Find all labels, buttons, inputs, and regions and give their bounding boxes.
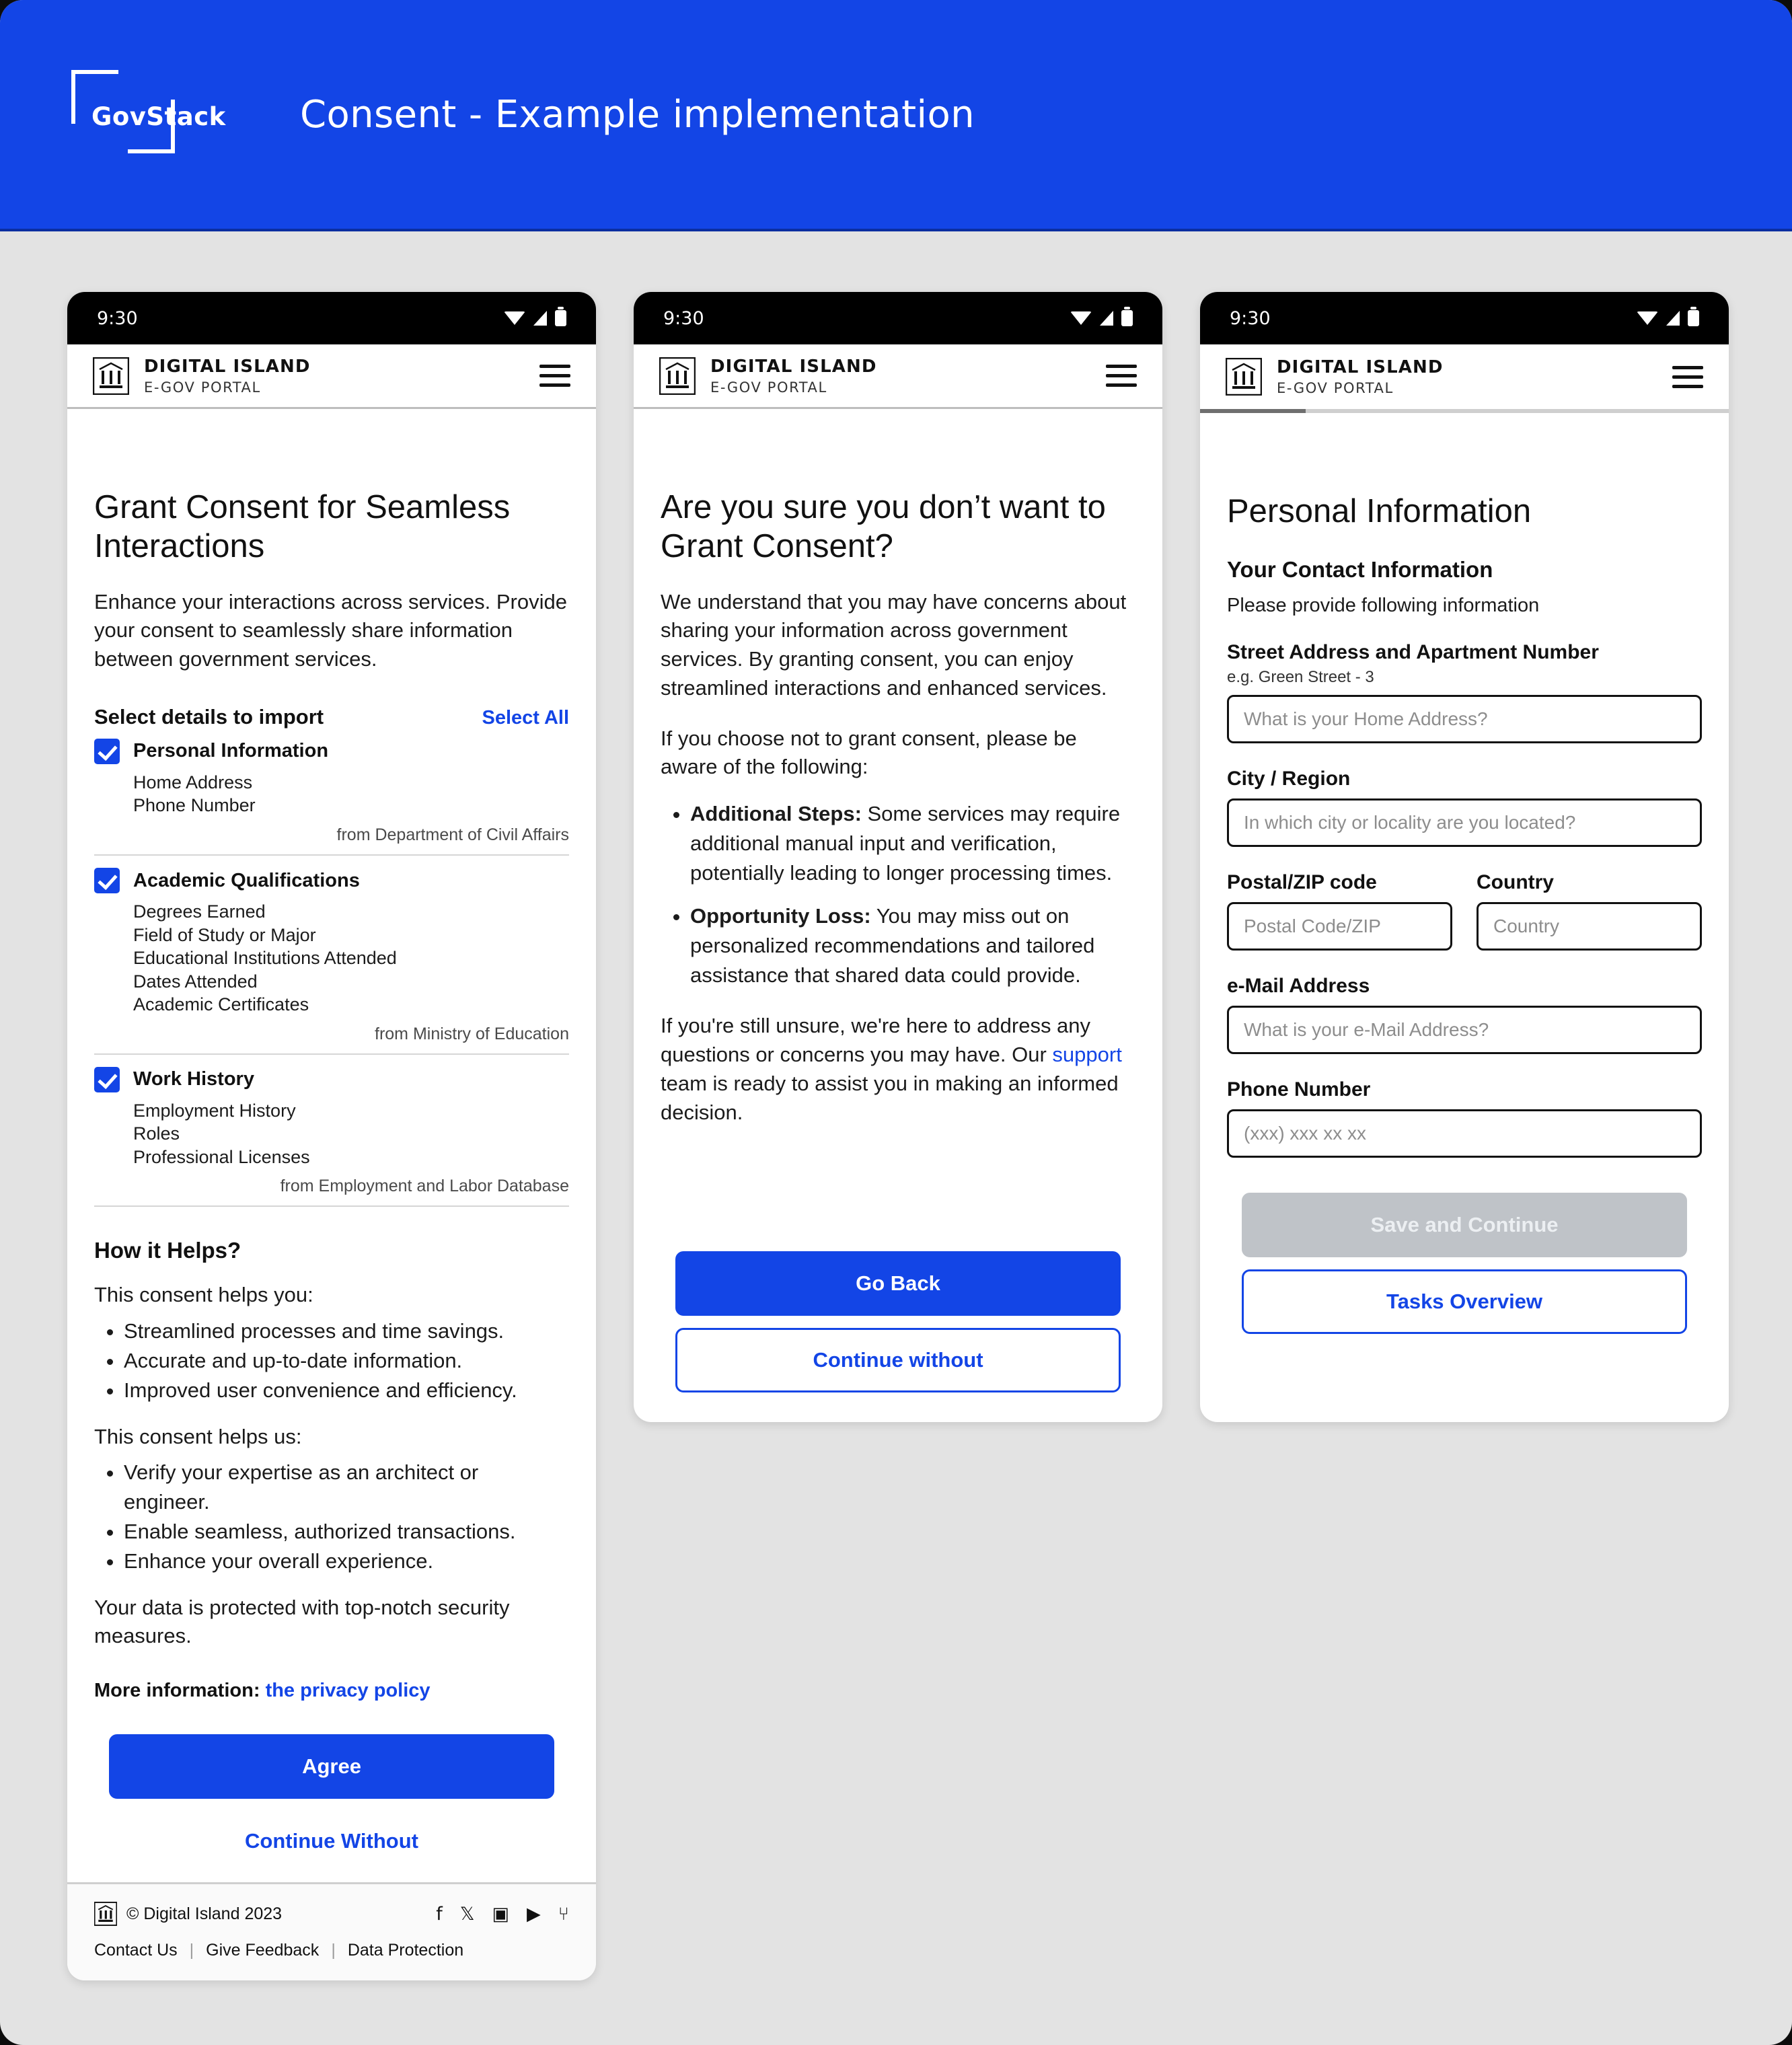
wifi-icon: [1070, 311, 1092, 325]
confirm-para-1: We understand that you may have concerns about sharing your information across government services. By granting consent, you can enjoy streamlined interactions and enhanced services.: [661, 589, 1127, 700]
confirm-para-3-before: If you're still unsure, we're here to address any questions or concerns you may have. Our: [661, 1014, 1091, 1067]
city-region-input[interactable]: [1227, 798, 1702, 847]
list-item: [690, 799, 1135, 888]
crest-icon: [1226, 358, 1262, 396]
list-item: Professional Licenses: [133, 1146, 310, 1167]
helps-us-list: [124, 1458, 569, 1576]
brand-subtitle: E-GOV PORTAL: [144, 379, 261, 396]
confirm-para-3: [661, 1012, 1135, 1127]
form-title: Personal Information: [1227, 493, 1532, 529]
bullet-text: You may miss out on personalized recommendations and tailored assistance that shared data could provide.: [690, 904, 1095, 988]
wifi-icon: [504, 311, 525, 325]
form-content: [1200, 413, 1729, 1422]
country-input[interactable]: [1477, 902, 1702, 951]
phone-screen-confirm: [634, 292, 1162, 1422]
crest-icon: [659, 357, 696, 395]
page-title: Consent - Example implementation: [300, 92, 975, 137]
list-item: • Enable seamless, authorized transactions.: [124, 1517, 569, 1547]
checkbox-personal-information[interactable]: [94, 739, 120, 764]
phone-input[interactable]: [1227, 1109, 1702, 1158]
support-link[interactable]: support: [1052, 1043, 1122, 1067]
brand-name: DIGITAL ISLAND: [710, 356, 877, 377]
crest-icon: [94, 1902, 117, 1926]
list-item: Home Address: [133, 772, 253, 792]
confirm-para-2: If you choose not to grant consent, please be aware of the following:: [661, 726, 1077, 779]
signal-icon: [1666, 311, 1680, 326]
consent-group: [94, 856, 569, 1055]
copyright-text: © Digital Island 2023: [126, 1904, 283, 1923]
status-time: 9:30: [663, 307, 704, 329]
list-item: Field of Study or Major: [133, 924, 316, 945]
helps-you-list: [124, 1316, 569, 1405]
email-input[interactable]: [1227, 1006, 1702, 1054]
list-item: [690, 901, 1135, 990]
more-information-label: More information:: [94, 1680, 260, 1702]
continue-without-button[interactable]: Continue Without: [109, 1811, 554, 1871]
country-label: Country: [1477, 870, 1554, 893]
group-source: from Department of Civil Affairs: [336, 825, 569, 845]
bullet-text: Some services may require additional manual input and verification, potentially leading to longer processing times.: [690, 802, 1121, 885]
list-item: Educational Institutions Attended: [133, 948, 397, 969]
brand-name: DIGITAL ISLAND: [144, 356, 311, 377]
govstack-logo: [67, 61, 256, 168]
tasks-overview-button[interactable]: Tasks Overview: [1242, 1269, 1687, 1334]
status-bar: [67, 292, 596, 344]
signal-icon: [1100, 311, 1113, 326]
checkbox-academic-qualifications[interactable]: [94, 868, 120, 893]
consent-group: [94, 729, 569, 856]
divider: |: [189, 1941, 194, 1960]
select-details-label: Select details to import: [94, 704, 324, 729]
group-title: Personal Information: [133, 740, 329, 762]
battery-icon: [1688, 310, 1699, 326]
app-header: [634, 344, 1162, 409]
confirm-title: Are you sure you don’t want to Grant Consent?: [661, 489, 1106, 564]
go-back-button[interactable]: Go Back: [675, 1251, 1121, 1316]
facebook-icon[interactable]: f: [436, 1903, 443, 1925]
privacy-policy-link[interactable]: the privacy policy: [265, 1680, 431, 1702]
status-time: 9:30: [1230, 307, 1271, 329]
github-icon[interactable]: ⑂: [558, 1903, 569, 1925]
list-item: Dates Attended: [133, 971, 258, 992]
group-items: [133, 900, 569, 1016]
helps-you-lead: This consent helps you:: [94, 1283, 313, 1307]
list-item: • Verify your expertise as an architect or engineer.: [124, 1458, 569, 1517]
checkbox-work-history[interactable]: [94, 1067, 120, 1092]
group-items: [133, 1099, 569, 1169]
bullet-lead: Opportunity Loss:: [690, 904, 871, 928]
menu-icon[interactable]: [539, 365, 570, 387]
street-address-hint: e.g. Green Street - 3: [1227, 667, 1374, 686]
form-section-note: Please provide following information: [1227, 594, 1540, 616]
bullet-lead: Additional Steps:: [690, 802, 862, 826]
phone-mockups: [67, 292, 1729, 1980]
x-icon[interactable]: 𝕏: [459, 1903, 475, 1925]
helps-us-lead: This consent helps us:: [94, 1424, 302, 1448]
govstack-logo-text: GovStack: [91, 102, 226, 131]
list-item: • Improved user convenience and efficiency.: [124, 1376, 569, 1405]
battery-icon: [555, 310, 566, 326]
group-source: from Employment and Labor Database: [280, 1177, 569, 1196]
give-feedback-link[interactable]: Give Feedback: [206, 1941, 320, 1960]
battery-icon: [1121, 310, 1133, 326]
street-address-input[interactable]: [1227, 695, 1702, 743]
list-item: Employment History: [133, 1100, 296, 1121]
social-links: [436, 1904, 569, 1925]
select-all-link[interactable]: Select All: [482, 706, 569, 729]
youtube-icon[interactable]: ▶: [527, 1903, 541, 1925]
more-information: [94, 1680, 569, 1702]
consent-title: Grant Consent for Seamless Interactions: [94, 489, 511, 564]
data-protection-link[interactable]: Data Protection: [347, 1941, 464, 1960]
email-label: e-Mail Address: [1227, 974, 1370, 997]
confirm-para-3-after: team is ready to assist you in making an informed decision.: [661, 1071, 1119, 1124]
status-time: 9:30: [97, 307, 138, 329]
select-details-row: [94, 705, 569, 729]
brand-name: DIGITAL ISLAND: [1277, 357, 1444, 377]
group-source: from Ministry of Education: [375, 1024, 569, 1043]
signal-icon: [533, 311, 547, 326]
divider: |: [331, 1941, 336, 1960]
app-header: [1200, 344, 1729, 409]
consent-lede: Enhance your interactions across services. Provide your consent to seamlessly share information between government services.: [94, 589, 567, 671]
city-region-label: City / Region: [1227, 767, 1351, 790]
status-bar: [634, 292, 1162, 344]
menu-icon[interactable]: [1106, 365, 1137, 387]
list-item: • Accurate and up-to-date information.: [124, 1346, 569, 1376]
page-banner: [0, 0, 1792, 231]
contact-us-link[interactable]: Contact Us: [94, 1941, 178, 1960]
phone-screen-personal-information: [1200, 292, 1729, 1422]
brand-subtitle: E-GOV PORTAL: [710, 379, 827, 396]
status-bar: [1200, 292, 1729, 344]
list-item: Degrees Earned: [133, 901, 266, 922]
consent-group: [94, 1055, 569, 1207]
crest-icon: [93, 357, 129, 395]
phone-label: Phone Number: [1227, 1078, 1371, 1101]
postal-code-input[interactable]: [1227, 902, 1452, 951]
instagram-icon[interactable]: ▣: [492, 1903, 510, 1925]
wifi-icon: [1637, 311, 1658, 325]
list-item: • Streamlined processes and time savings.: [124, 1316, 569, 1346]
consent-content: [67, 409, 596, 1882]
security-note: Your data is protected with top-notch security measures.: [94, 1595, 510, 1647]
postal-code-label: Postal/ZIP code: [1227, 870, 1377, 893]
brand-subtitle: E-GOV PORTAL: [1277, 380, 1394, 396]
how-it-helps-title: How it Helps?: [94, 1238, 241, 1263]
consequences-list: [690, 799, 1135, 990]
menu-icon[interactable]: [1672, 366, 1703, 388]
confirm-content: [634, 409, 1162, 1422]
agree-button[interactable]: Agree: [109, 1734, 554, 1799]
list-item: Academic Certificates: [133, 994, 309, 1015]
save-and-continue-button[interactable]: Save and Continue: [1242, 1193, 1687, 1257]
app-header: [67, 344, 596, 409]
page-footer: [67, 1882, 596, 1980]
list-item: Roles: [133, 1123, 180, 1144]
street-address-label: Street Address and Apartment Number: [1227, 640, 1599, 663]
list-item: • Enhance your overall experience.: [124, 1547, 569, 1576]
continue-without-button[interactable]: Continue without: [675, 1328, 1121, 1392]
list-item: Phone Number: [133, 795, 256, 816]
group-title: Work History: [133, 1068, 254, 1090]
phone-screen-consent: [67, 292, 596, 1980]
footer-links: [94, 1941, 569, 1960]
group-title: Academic Qualifications: [133, 869, 360, 891]
group-items: [133, 771, 569, 817]
form-section-title: Your Contact Information: [1227, 556, 1493, 582]
